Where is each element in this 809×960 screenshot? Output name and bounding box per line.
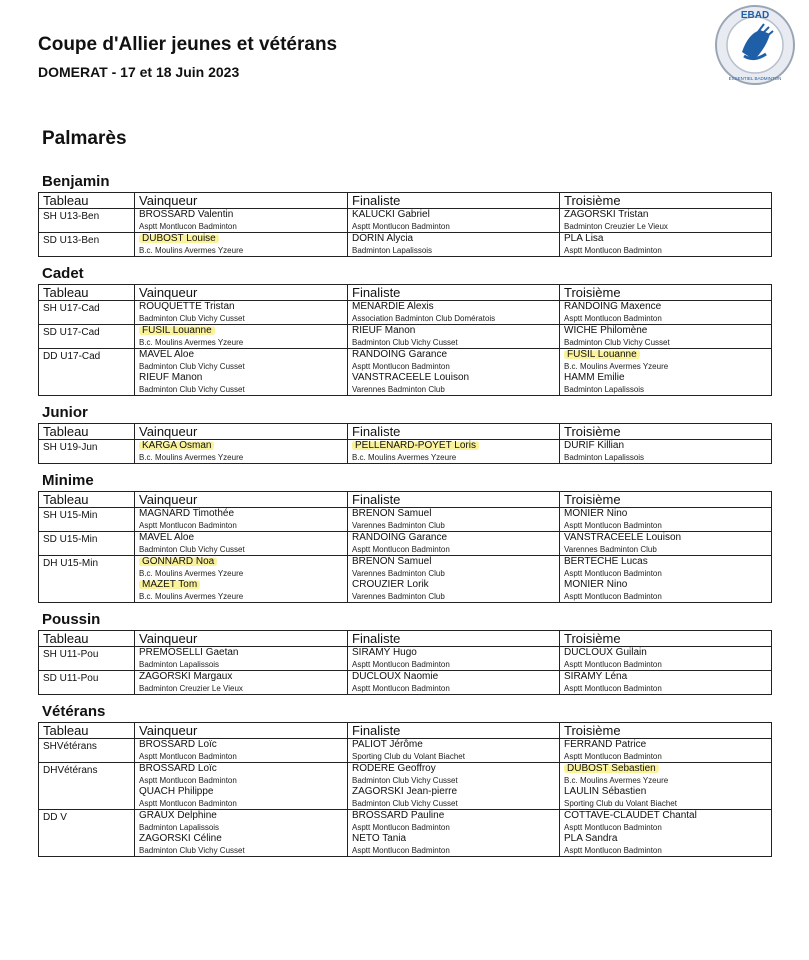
troisieme-cell bbox=[560, 810, 772, 857]
tableau-cell: SH U17-Cad bbox=[39, 301, 135, 325]
club-name: B.c. Moulins Avermes Yzeure bbox=[139, 569, 244, 578]
vainqueur-cell bbox=[135, 233, 348, 257]
club-name: Asptt Montlucon Badminton bbox=[564, 521, 662, 530]
club-name: Badminton Creuzier Le Vieux bbox=[564, 222, 668, 231]
table-row bbox=[39, 739, 772, 763]
logo-ring-text: ESSENTIEL BADMINTON bbox=[728, 76, 782, 81]
tableau-cell: SD U13-Ben bbox=[39, 233, 135, 257]
player-name bbox=[564, 671, 771, 683]
player-name-text: ZAGORSKI Céline bbox=[139, 833, 222, 844]
vainqueur-cell bbox=[135, 739, 348, 763]
player-name-text: RIEUF Manon bbox=[139, 372, 203, 383]
club-name: Varennes Badminton Club bbox=[352, 521, 445, 530]
player-name-text: COTTAVE-CLAUDET Chantal bbox=[564, 810, 697, 821]
troisieme-cell bbox=[560, 209, 772, 233]
table-header-row bbox=[39, 193, 772, 209]
player-name bbox=[564, 739, 771, 751]
player-name-text: MENARDIE Alexis bbox=[352, 301, 434, 312]
player-name-text: ZAGORSKI Jean-pierre bbox=[352, 786, 458, 797]
column-header: Finaliste bbox=[348, 631, 560, 647]
troisieme-cell bbox=[560, 349, 772, 396]
player-name bbox=[352, 579, 559, 591]
tableau-cell: SHVétérans bbox=[39, 739, 135, 763]
player-name-text: HAMM Emilie bbox=[564, 372, 625, 383]
player-name-text: DUCLOUX Naomie bbox=[352, 671, 439, 682]
table-row bbox=[39, 556, 772, 603]
player-name bbox=[564, 325, 771, 337]
player-name-text: MAVEL Aloe bbox=[139, 532, 195, 543]
vainqueur-cell bbox=[135, 349, 348, 396]
column-header: Finaliste bbox=[348, 193, 560, 209]
player-name bbox=[139, 671, 347, 683]
player-name-text: NETO Tania bbox=[352, 833, 407, 844]
player-name bbox=[564, 233, 771, 245]
table-header-row bbox=[39, 723, 772, 739]
troisieme-cell bbox=[560, 763, 772, 810]
player-name bbox=[139, 833, 347, 845]
club-name: Badminton Club Vichy Cusset bbox=[352, 338, 458, 347]
troisieme-cell bbox=[560, 532, 772, 556]
club-name: Asptt Montlucon Badminton bbox=[139, 521, 237, 530]
player-name-text: RANDOING Maxence bbox=[564, 301, 662, 312]
finaliste-cell bbox=[348, 233, 560, 257]
player-name-text: DORIN Alycia bbox=[352, 233, 414, 244]
club-name: Asptt Montlucon Badminton bbox=[352, 684, 450, 693]
results-table bbox=[38, 722, 772, 857]
player-name bbox=[352, 671, 559, 683]
club-name: Asptt Montlucon Badminton bbox=[564, 752, 662, 761]
club-name: Badminton Club Vichy Cusset bbox=[139, 314, 245, 323]
finaliste-cell bbox=[348, 301, 560, 325]
player-name-text: DURIF Killian bbox=[564, 440, 625, 451]
table-row bbox=[39, 763, 772, 810]
logo-text: EBAD bbox=[740, 10, 770, 21]
player-name-text: PALIOT Jérôme bbox=[352, 739, 423, 750]
table-row bbox=[39, 671, 772, 695]
section-title: Junior bbox=[42, 404, 88, 421]
player-name-text: RANDOING Garance bbox=[352, 532, 448, 543]
club-name: Badminton Lapalissois bbox=[564, 385, 645, 394]
tableau-cell: SH U15-Min bbox=[39, 508, 135, 532]
player-name-text: KARGA Osman bbox=[139, 440, 214, 451]
vainqueur-cell bbox=[135, 763, 348, 810]
finaliste-cell bbox=[348, 532, 560, 556]
column-header: Vainqueur bbox=[135, 285, 348, 301]
table-row bbox=[39, 209, 772, 233]
column-header: Vainqueur bbox=[135, 193, 348, 209]
tableau-cell: SH U19-Jun bbox=[39, 440, 135, 464]
player-name bbox=[352, 647, 559, 659]
table-row bbox=[39, 508, 772, 532]
club-name: Asptt Montlucon Badminton bbox=[564, 592, 662, 601]
club-name: B.c. Moulins Avermes Yzeure bbox=[352, 453, 457, 462]
tableau-cell: SD U15-Min bbox=[39, 532, 135, 556]
player-name-text: BRENON Samuel bbox=[352, 508, 432, 519]
table-row bbox=[39, 325, 772, 349]
club-name: Asptt Montlucon Badminton bbox=[564, 846, 662, 855]
results-table bbox=[38, 491, 772, 603]
table-header-row bbox=[39, 285, 772, 301]
player-name bbox=[352, 349, 559, 361]
player-name-text: BROSSARD Valentin bbox=[139, 209, 234, 220]
finaliste-cell bbox=[348, 671, 560, 695]
column-header: Troisième bbox=[560, 631, 772, 647]
finaliste-cell bbox=[348, 508, 560, 532]
finaliste-cell bbox=[348, 209, 560, 233]
results-table bbox=[38, 630, 772, 695]
table-row bbox=[39, 532, 772, 556]
player-name-text: BROSSARD Pauline bbox=[352, 810, 445, 821]
section-title: Vétérans bbox=[42, 703, 106, 720]
column-header: Finaliste bbox=[348, 424, 560, 440]
club-name: Badminton Lapalissois bbox=[139, 823, 220, 832]
player-name bbox=[139, 301, 347, 313]
club-name: B.c. Moulins Avermes Yzeure bbox=[564, 362, 669, 371]
player-name bbox=[139, 233, 347, 245]
club-name: Sporting Club du Volant Biachet bbox=[564, 799, 677, 808]
player-name-text: VANSTRACEELE Louison bbox=[352, 372, 470, 383]
vainqueur-cell bbox=[135, 671, 348, 695]
results-table bbox=[38, 192, 772, 257]
player-name bbox=[564, 647, 771, 659]
club-name: Asptt Montlucon Badminton bbox=[352, 823, 450, 832]
column-header: Vainqueur bbox=[135, 631, 348, 647]
club-name: Badminton Creuzier Le Vieux bbox=[139, 684, 243, 693]
section-title: Poussin bbox=[42, 611, 101, 628]
column-header: Finaliste bbox=[348, 723, 560, 739]
finaliste-cell bbox=[348, 556, 560, 603]
club-name: Asptt Montlucon Badminton bbox=[564, 660, 662, 669]
palmares-heading: Palmarès bbox=[42, 128, 127, 149]
club-name: Varennes Badminton Club bbox=[352, 385, 445, 394]
club-name: Badminton Club Vichy Cusset bbox=[352, 776, 458, 785]
vainqueur-cell bbox=[135, 810, 348, 857]
column-header: Tableau bbox=[39, 285, 135, 301]
club-name: Asptt Montlucon Badminton bbox=[352, 222, 450, 231]
club-name: Asptt Montlucon Badminton bbox=[564, 314, 662, 323]
table-row bbox=[39, 440, 772, 464]
finaliste-cell bbox=[348, 763, 560, 810]
club-name: Badminton Club Vichy Cusset bbox=[564, 338, 670, 347]
player-name bbox=[139, 556, 347, 568]
player-name-text: MONIER Nino bbox=[564, 508, 628, 519]
finaliste-cell bbox=[348, 810, 560, 857]
club-name: Varennes Badminton Club bbox=[352, 592, 445, 601]
player-name-text: RODERE Geoffroy bbox=[352, 763, 436, 774]
document-subtitle: DOMERAT - 17 et 18 Juin 2023 bbox=[38, 64, 240, 80]
player-name-text: WICHE Philomène bbox=[564, 325, 648, 336]
player-name-text: BROSSARD Loïc bbox=[139, 763, 217, 774]
vainqueur-cell bbox=[135, 508, 348, 532]
section-title: Minime bbox=[42, 472, 94, 489]
player-name-text: KALUCKI Gabriel bbox=[352, 209, 430, 220]
troisieme-cell bbox=[560, 671, 772, 695]
player-name-text: MAGNARD Timothée bbox=[139, 508, 235, 519]
club-name: Badminton Club Vichy Cusset bbox=[139, 362, 245, 371]
tableau-cell: DH U15-Min bbox=[39, 556, 135, 603]
tableau-cell: SD U11-Pou bbox=[39, 671, 135, 695]
club-name: Asptt Montlucon Badminton bbox=[139, 776, 237, 785]
finaliste-cell bbox=[348, 440, 560, 464]
troisieme-cell bbox=[560, 301, 772, 325]
tableau-cell: DD V bbox=[39, 810, 135, 857]
club-name: Asptt Montlucon Badminton bbox=[139, 222, 237, 231]
player-name bbox=[564, 532, 771, 544]
player-name bbox=[139, 508, 347, 520]
section bbox=[38, 172, 772, 257]
tableau-cell: DD U17-Cad bbox=[39, 349, 135, 396]
club-name: B.c. Moulins Avermes Yzeure bbox=[139, 246, 244, 255]
club-name: Asptt Montlucon Badminton bbox=[352, 660, 450, 669]
vainqueur-cell bbox=[135, 325, 348, 349]
player-name bbox=[352, 532, 559, 544]
tableau-cell: SH U13-Ben bbox=[39, 209, 135, 233]
player-name bbox=[139, 372, 347, 384]
club-name: Sporting Club du Volant Biachet bbox=[352, 752, 465, 761]
tableau-cell: DHVétérans bbox=[39, 763, 135, 810]
player-name bbox=[352, 209, 559, 221]
table-row bbox=[39, 233, 772, 257]
results-table bbox=[38, 284, 772, 396]
table-header-row bbox=[39, 631, 772, 647]
club-name: Badminton Club Vichy Cusset bbox=[139, 385, 245, 394]
player-name-text: RIEUF Manon bbox=[352, 325, 416, 336]
player-name bbox=[564, 833, 771, 845]
club-name: B.c. Moulins Avermes Yzeure bbox=[564, 776, 669, 785]
column-header: Troisième bbox=[560, 723, 772, 739]
player-name-text: ROUQUETTE Tristan bbox=[139, 301, 235, 312]
troisieme-cell bbox=[560, 556, 772, 603]
player-name bbox=[139, 579, 347, 591]
section-title: Cadet bbox=[42, 265, 84, 282]
player-name bbox=[352, 763, 559, 775]
table-header-row bbox=[39, 492, 772, 508]
club-name: Varennes Badminton Club bbox=[564, 545, 657, 554]
player-name bbox=[564, 372, 771, 384]
section bbox=[38, 264, 772, 396]
club-name: Asptt Montlucon Badminton bbox=[352, 362, 450, 371]
vainqueur-cell bbox=[135, 556, 348, 603]
troisieme-cell bbox=[560, 508, 772, 532]
player-name bbox=[139, 647, 347, 659]
column-header: Troisième bbox=[560, 492, 772, 508]
table-row bbox=[39, 647, 772, 671]
troisieme-cell bbox=[560, 440, 772, 464]
player-name-text: MONIER Nino bbox=[564, 579, 628, 590]
player-name bbox=[564, 508, 771, 520]
troisieme-cell bbox=[560, 739, 772, 763]
table-row bbox=[39, 349, 772, 396]
player-name bbox=[139, 763, 347, 775]
column-header: Tableau bbox=[39, 492, 135, 508]
player-name bbox=[139, 739, 347, 751]
column-header: Tableau bbox=[39, 193, 135, 209]
column-header: Vainqueur bbox=[135, 723, 348, 739]
player-name-text: BRENON Samuel bbox=[352, 556, 432, 567]
club-name: Badminton Club Vichy Cusset bbox=[139, 545, 245, 554]
finaliste-cell bbox=[348, 349, 560, 396]
column-header: Finaliste bbox=[348, 285, 560, 301]
table-row bbox=[39, 301, 772, 325]
player-name bbox=[352, 810, 559, 822]
club-name: Asptt Montlucon Badminton bbox=[564, 246, 662, 255]
section bbox=[38, 610, 772, 695]
club-name: Badminton Lapalissois bbox=[564, 453, 645, 462]
table-row bbox=[39, 810, 772, 857]
player-name-text: LAULIN Sébastien bbox=[564, 786, 647, 797]
ebad-logo bbox=[714, 4, 796, 86]
column-header: Finaliste bbox=[348, 492, 560, 508]
troisieme-cell bbox=[560, 325, 772, 349]
tableau-cell: SH U11-Pou bbox=[39, 647, 135, 671]
player-name bbox=[139, 209, 347, 221]
player-name bbox=[352, 301, 559, 313]
column-header: Vainqueur bbox=[135, 492, 348, 508]
player-name-text: MAZET Tom bbox=[139, 579, 200, 590]
player-name bbox=[564, 556, 771, 568]
player-name bbox=[564, 786, 771, 798]
player-name-text: PREMOSELLI Gaetan bbox=[139, 647, 239, 658]
player-name bbox=[139, 786, 347, 798]
player-name-text: BERTECHE Lucas bbox=[564, 556, 648, 567]
player-name bbox=[352, 833, 559, 845]
column-header: Vainqueur bbox=[135, 424, 348, 440]
club-name: Asptt Montlucon Badminton bbox=[564, 823, 662, 832]
player-name-text: SIRAMY Léna bbox=[564, 671, 628, 682]
club-name: Association Badminton Club Domératois bbox=[352, 314, 496, 323]
results-table bbox=[38, 423, 772, 464]
troisieme-cell bbox=[560, 647, 772, 671]
vainqueur-cell bbox=[135, 209, 348, 233]
player-name-text: CROUZIER Lorik bbox=[352, 579, 429, 590]
section bbox=[38, 403, 772, 464]
club-name: Badminton Club Vichy Cusset bbox=[352, 799, 458, 808]
finaliste-cell bbox=[348, 325, 560, 349]
vainqueur-cell bbox=[135, 647, 348, 671]
club-name: Asptt Montlucon Badminton bbox=[139, 752, 237, 761]
table-header-row bbox=[39, 424, 772, 440]
player-name bbox=[564, 810, 771, 822]
column-header: Troisième bbox=[560, 285, 772, 301]
player-name-text: GRAUX Delphine bbox=[139, 810, 217, 821]
player-name-text: RANDOING Garance bbox=[352, 349, 448, 360]
club-name: Asptt Montlucon Badminton bbox=[352, 545, 450, 554]
column-header: Tableau bbox=[39, 723, 135, 739]
player-name-text: GONNARD Noa bbox=[139, 556, 217, 567]
player-name bbox=[139, 810, 347, 822]
finaliste-cell bbox=[348, 647, 560, 671]
player-name-text: SIRAMY Hugo bbox=[352, 647, 417, 658]
player-name bbox=[564, 349, 771, 361]
player-name-text: VANSTRACEELE Louison bbox=[564, 532, 682, 543]
player-name bbox=[352, 508, 559, 520]
club-name: Badminton Club Vichy Cusset bbox=[139, 846, 245, 855]
player-name bbox=[352, 739, 559, 751]
finaliste-cell bbox=[348, 739, 560, 763]
player-name-text: PLA Sandra bbox=[564, 833, 618, 844]
club-name: B.c. Moulins Avermes Yzeure bbox=[139, 453, 244, 462]
column-header: Troisième bbox=[560, 424, 772, 440]
player-name-text: PELLENARD-POYET Loris bbox=[352, 440, 479, 451]
player-name bbox=[139, 325, 347, 337]
club-name: Badminton Lapalissois bbox=[352, 246, 433, 255]
player-name bbox=[352, 556, 559, 568]
player-name bbox=[564, 301, 771, 313]
player-name bbox=[564, 440, 771, 452]
player-name-text: DUBOST Sebastien bbox=[564, 763, 659, 774]
column-header: Tableau bbox=[39, 631, 135, 647]
player-name bbox=[352, 440, 559, 452]
vainqueur-cell bbox=[135, 440, 348, 464]
club-name: Asptt Montlucon Badminton bbox=[564, 569, 662, 578]
document-title: Coupe d'Allier jeunes et vétérans bbox=[38, 34, 338, 55]
tableau-cell: SD U17-Cad bbox=[39, 325, 135, 349]
player-name-text: FUSIL Louanne bbox=[564, 349, 640, 360]
club-name: Varennes Badminton Club bbox=[352, 569, 445, 578]
club-name: Asptt Montlucon Badminton bbox=[139, 799, 237, 808]
player-name bbox=[564, 763, 771, 775]
player-name-text: FUSIL Louanne bbox=[139, 325, 215, 336]
player-name-text: PLA Lisa bbox=[564, 233, 604, 244]
player-name-text: DUBOST Louise bbox=[139, 233, 219, 244]
section bbox=[38, 702, 772, 857]
shuttlecock-hand-icon bbox=[714, 4, 796, 86]
player-name-text: ZAGORSKI Margaux bbox=[139, 671, 233, 682]
club-name: B.c. Moulins Avermes Yzeure bbox=[139, 338, 244, 347]
vainqueur-cell bbox=[135, 301, 348, 325]
player-name-text: ZAGORSKI Tristan bbox=[564, 209, 649, 220]
player-name bbox=[352, 233, 559, 245]
vainqueur-cell bbox=[135, 532, 348, 556]
player-name-text: DUCLOUX Guilain bbox=[564, 647, 647, 658]
club-name: Asptt Montlucon Badminton bbox=[352, 846, 450, 855]
troisieme-cell bbox=[560, 233, 772, 257]
player-name-text: FERRAND Patrice bbox=[564, 739, 647, 750]
player-name bbox=[139, 349, 347, 361]
player-name-text: QUACH Philippe bbox=[139, 786, 214, 797]
player-name-text: BROSSARD Loïc bbox=[139, 739, 217, 750]
player-name-text: MAVEL Aloe bbox=[139, 349, 195, 360]
section-title: Benjamin bbox=[42, 173, 110, 190]
section bbox=[38, 471, 772, 603]
player-name bbox=[139, 532, 347, 544]
club-name: B.c. Moulins Avermes Yzeure bbox=[139, 592, 244, 601]
player-name bbox=[139, 440, 347, 452]
player-name bbox=[564, 579, 771, 591]
player-name bbox=[352, 786, 559, 798]
player-name bbox=[352, 372, 559, 384]
club-name: Asptt Montlucon Badminton bbox=[564, 684, 662, 693]
player-name bbox=[352, 325, 559, 337]
results-container bbox=[38, 172, 772, 864]
column-header: Troisième bbox=[560, 193, 772, 209]
column-header: Tableau bbox=[39, 424, 135, 440]
player-name bbox=[564, 209, 771, 221]
club-name: Badminton Lapalissois bbox=[139, 660, 220, 669]
